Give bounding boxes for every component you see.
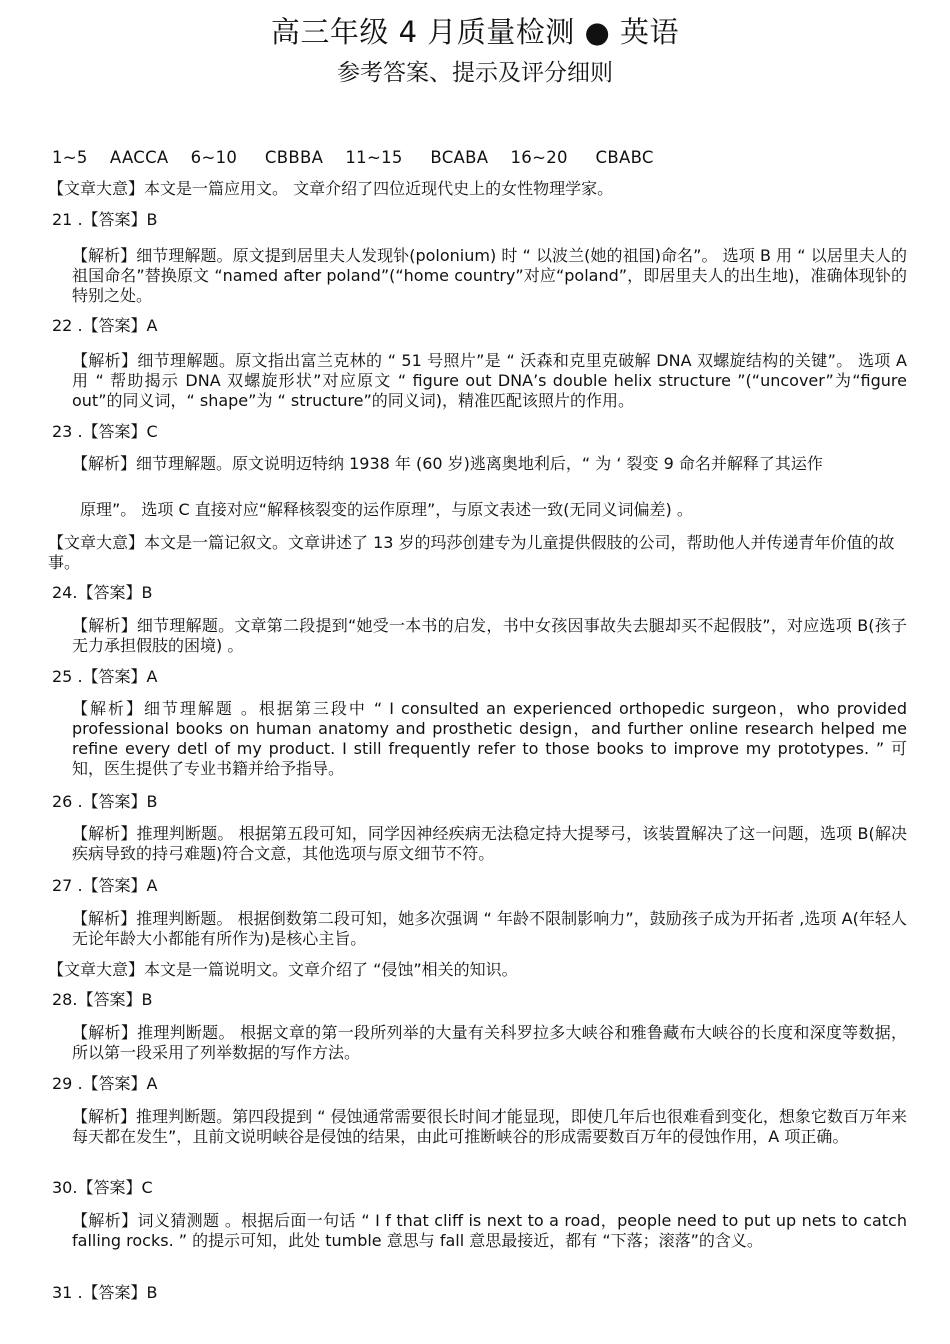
answer-line: 29 .【答案】A [52,1074,158,1093]
answer-line: 27 .【答案】A [52,876,158,895]
explanation: 【解析】细节理解题。原文提到居里夫人发现钋(polonium) 时 “ 以波兰(她的祖国)命名”。 选项 B 用 “ 以居里夫人的祖国命名”替换原文 “named after poland”(“home country”对应“poland”，即居里夫人的出生地)，准确体现钋的特别之处。 [72,246,907,305]
article-summary: 【文章大意】本文是一篇应用文。 文章介绍了四位近现代史上的女性物理学家。 [48,179,614,198]
explanation: 【解析】细节理解题。文章第二段提到“她受一本书的启发，书中女孩因事故失去腿却买不起假肢”，对应选项 B(孩子无力承担假肢的困境) 。 [72,616,907,655]
explanation: 【解析】细节理解题 。根据第三段中 “ I consulted an experienced orthopedic surgeon，who provided professional books on human anatomy and prosthetic design，and further online research helped me refine every detl of my product. I still frequently refer to those books to improve my prototypes. ” 可知，医生提供了专业书籍并给予指导。 [72,699,907,778]
explanation: 【解析】推理判断题。 根据倒数第二段可知，她多次强调 “ 年龄不限制影响力”，鼓励孩子成为开拓者 ,选项 A(年轻人无论年龄大小都能有所作为)是核心主旨。 [72,909,907,948]
answer-line: 31 .【答案】B [52,1283,158,1302]
explanation: 【解析】细节理解题。原文指出富兰克林的 “ 51 号照片”是 “ 沃森和克里克破解 DNA 双螺旋结构的关键”。 选项 A 用 “ 帮助揭示 DNA 双螺旋形状”对应原文 “ figure out DNA’s double helix structure ”(“uncover”为“figure out”的同义词，“ shape”为 “ structure”的同义词)，精准匹配该照片的作用。 [72,351,907,410]
answer-line: 30.【答案】C [52,1178,153,1197]
explanation: 【解析】推理判断题。 根据文章的第一段所列举的大量有关科罗拉多大峡谷和雅鲁藏布大峡谷的长度和深度等数据，所以第一段采用了列举数据的写作方法。 [72,1023,907,1062]
answer-line: 26 .【答案】B [52,792,158,811]
answer-line: 24.【答案】B [52,583,153,602]
answer-key: 1~5 AACCA 6~10 CBBBA 11~15 BCABA 16~20 CBABC [52,148,654,167]
explanation: 原理”。 选项 C 直接对应“解释核裂变的运作原理”，与原文表述一致(无同义词偏差) 。 [80,500,693,519]
answer-line: 22 .【答案】A [52,316,158,335]
article-summary: 【文章大意】本文是一篇说明文。文章介绍了 “侵蚀”相关的知识。 [48,960,518,979]
explanation: 【解析】推理判断题。 根据第五段可知，同学因神经疾病无法稳定持大提琴弓，该装置解决了这一问题，选项 B(解决疾病导致的持弓难题)符合文意，其他选项与原文细节不符。 [72,824,907,863]
answer-line: 23 .【答案】C [52,422,158,441]
answer-line: 25 .【答案】A [52,667,158,686]
explanation: 【解析】细节理解题。原文说明迈特纳 1938 年 (60 岁)逃离奥地利后，“ 为 ‘ 裂变 9 命名并解释了其运作 [72,454,823,473]
answer-line: 21 .【答案】B [52,210,158,229]
article-summary: 【文章大意】本文是一篇记叙文。文章讲述了 13 岁的玛莎创建专为儿童提供假肢的公司，帮助他人并传递青年价值的故事。 [48,533,895,572]
explanation: 【解析】词义猜测题 。根据后面一句话 “ I f that cliff is next to a road，people need to put up nets to catch falling rocks. ” 的提示可知，此处 tumble 意思与 fall 意思最接近，都有 “下落；滚落”的含义。 [72,1211,907,1250]
page-subtitle: 参考答案、提示及评分细则 [337,60,613,86]
explanation: 【解析】推理判断题。第四段提到 “ 侵蚀通常需要很长时间才能显现，即使几年后也很难看到变化，想象它数百万年来每天都在发生”，且前文说明峡谷是侵蚀的结果，由此可推断峡谷的形成需要数百万年的侵蚀作用，A 项正确。 [72,1107,907,1146]
answer-line: 28.【答案】B [52,990,153,1009]
page-title: 高三年级 4 月质量检测 ● 英语 [270,15,680,49]
